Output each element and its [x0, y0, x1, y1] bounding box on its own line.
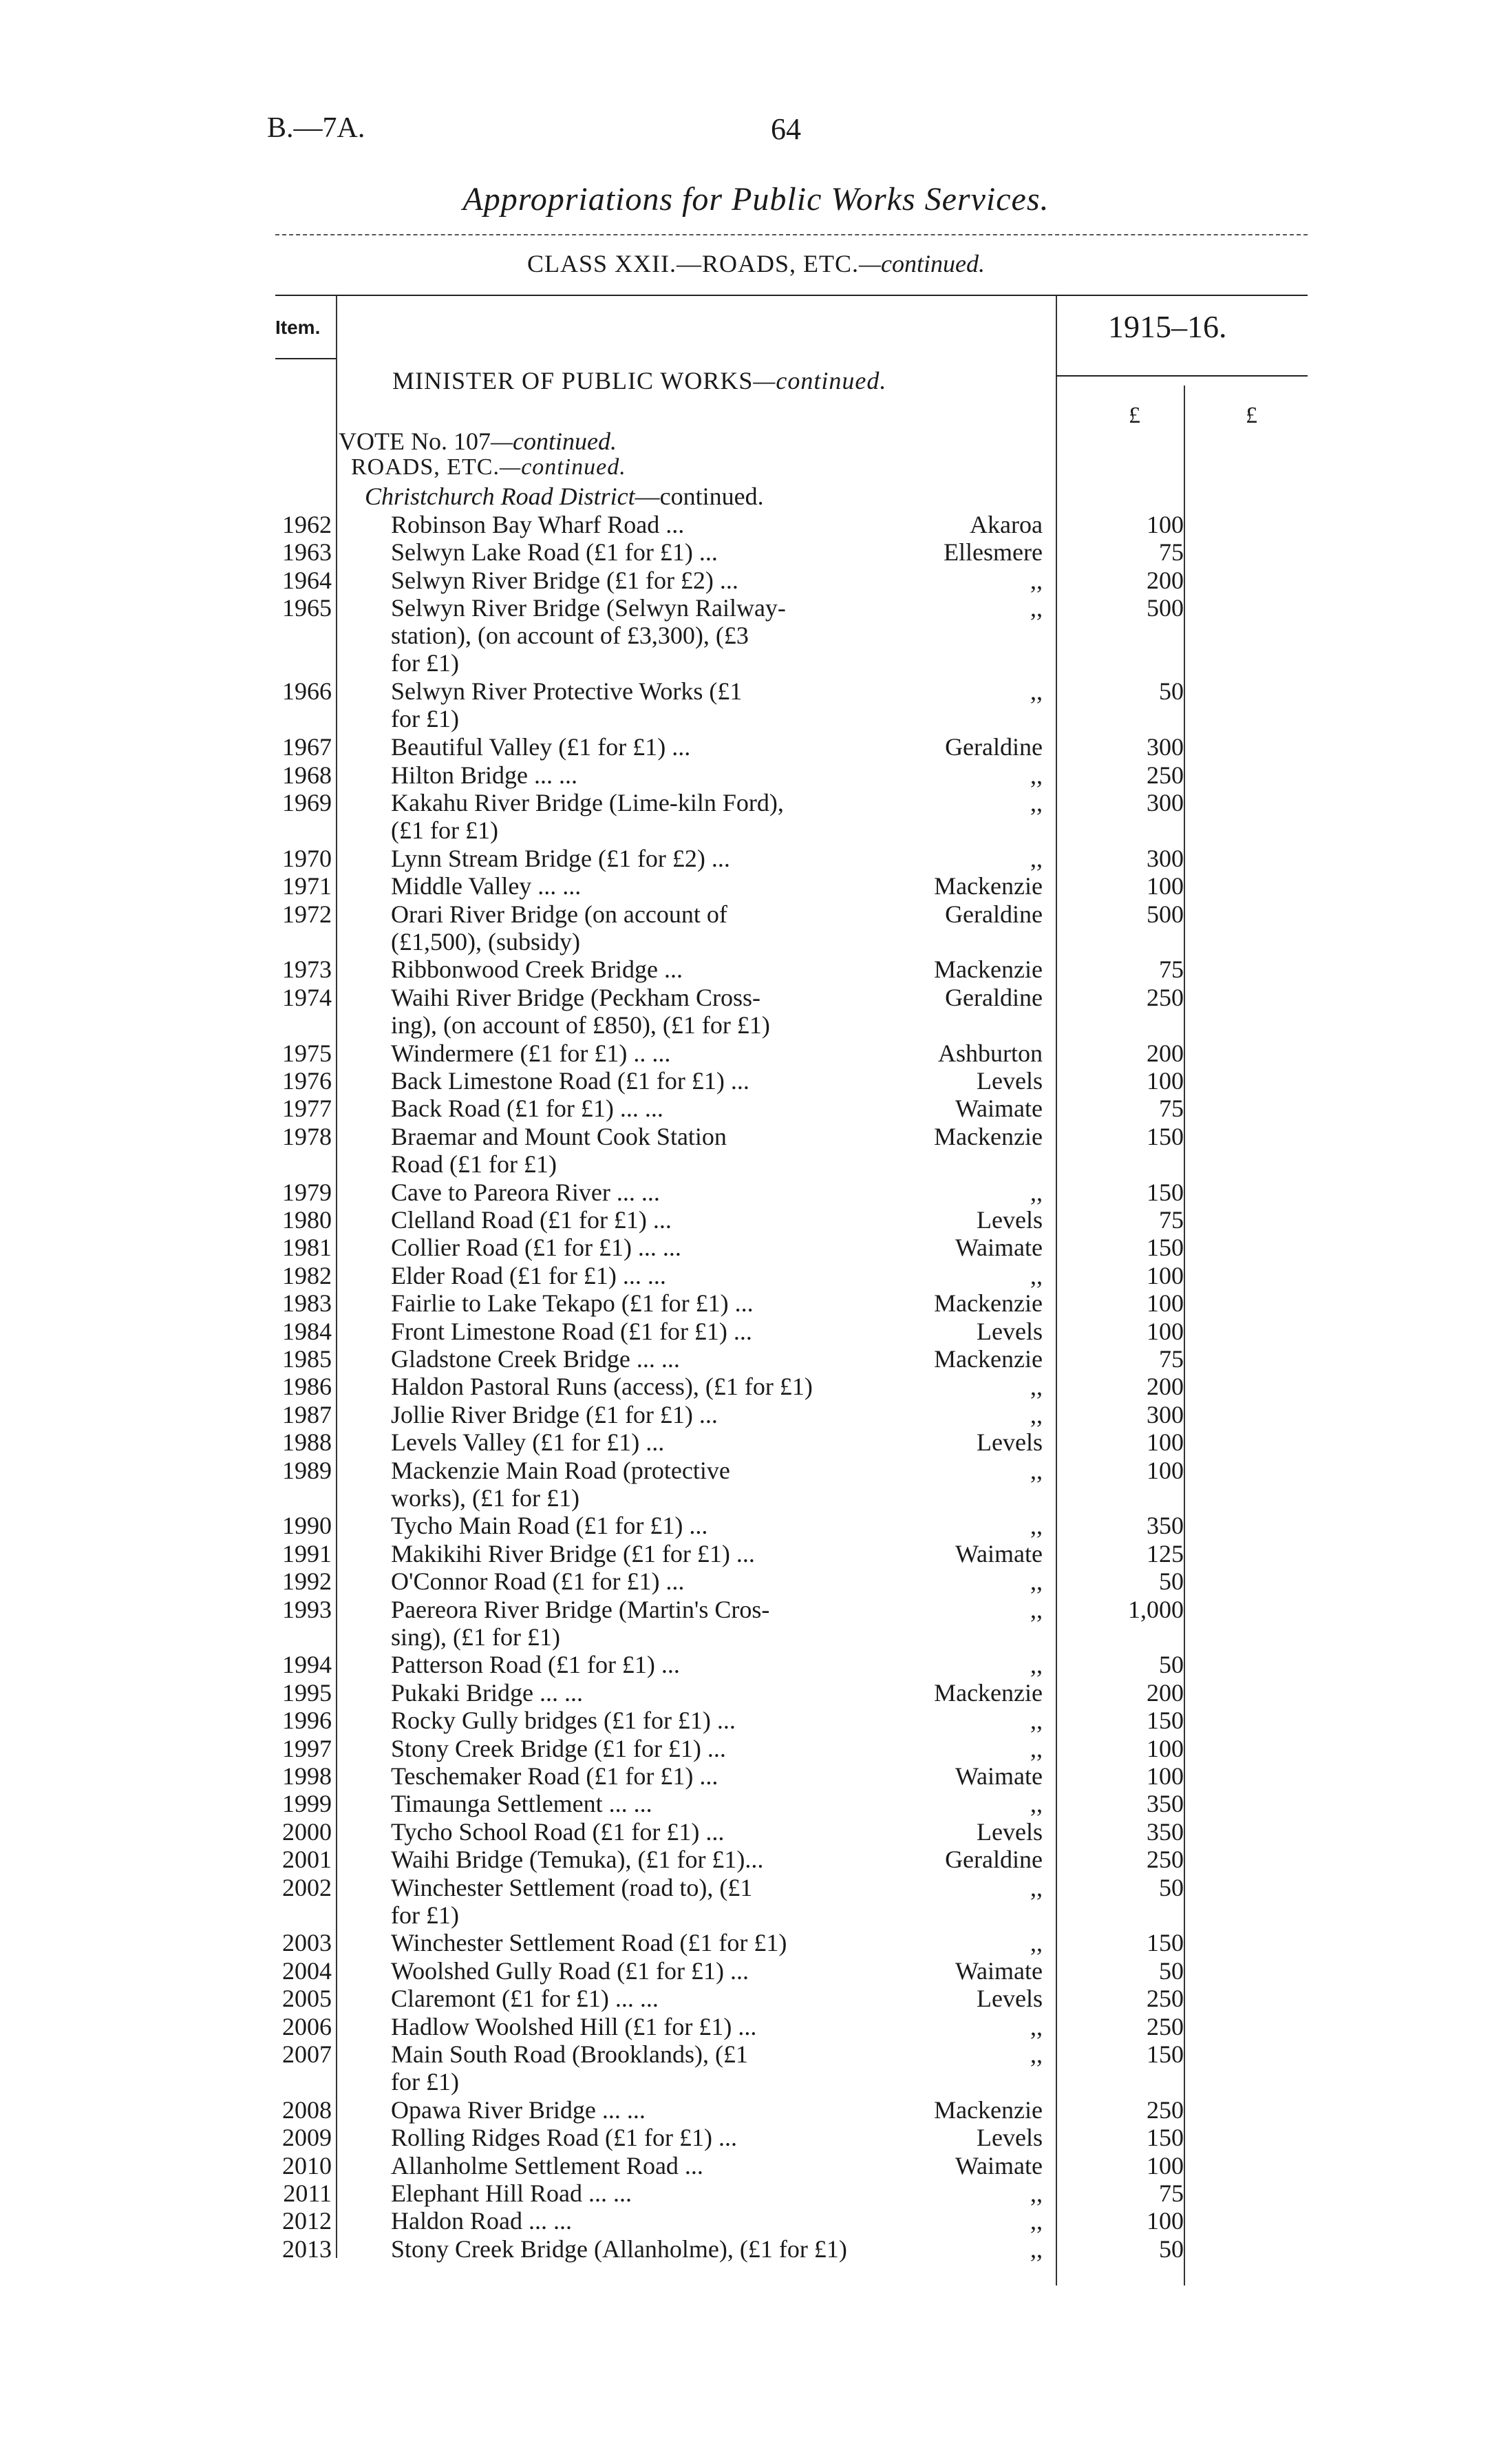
item-number: 1977	[282, 1095, 332, 1123]
item-description: Beautiful Valley (£1 for £1) ...	[391, 733, 691, 761]
item-description: Paereora River Bridge (Martin's Cros- sing), (£1 for £1)	[391, 1595, 770, 1651]
item-description: Stony Creek Bridge (£1 for £1) ...	[391, 1734, 726, 1762]
item-district: ,,	[1030, 1400, 1043, 1428]
item-description: Lynn Stream Bridge (£1 for £2) ...	[391, 844, 730, 872]
item-description: Robinson Bay Wharf Road ...	[391, 511, 685, 538]
item-column-header: Item.	[275, 317, 321, 338]
item-number: 2003	[282, 1929, 332, 1957]
item-amount: 150	[1147, 1122, 1184, 1150]
item-district: Mackenzie	[934, 1678, 1043, 1707]
item-number: 1989	[282, 1456, 332, 1484]
item-amount: 250	[1147, 1985, 1184, 2013]
item-number: 2012	[282, 2207, 332, 2235]
district-text: Christchurch Road District	[365, 483, 635, 510]
item-amount: 150	[1147, 2124, 1184, 2152]
item-description: Orari River Bridge (on account of (£1,500), (subsidy)	[391, 900, 727, 955]
item-district: Waimate	[955, 1234, 1043, 1262]
item-amount: 150	[1147, 2040, 1184, 2068]
item-number: 1978	[282, 1122, 332, 1150]
item-district: ,,	[1030, 1707, 1043, 1735]
page-title: Appropriations for Public Works Services.	[462, 181, 1050, 218]
item-amount: 250	[1147, 761, 1184, 789]
item-amount: 300	[1147, 789, 1184, 816]
item-number: 1969	[282, 789, 332, 816]
pound-column-rule	[1184, 386, 1185, 2285]
item-description: Tycho Main Road (£1 for £1) ...	[391, 1512, 708, 1540]
item-district: Ellesmere	[944, 538, 1043, 567]
item-number: 2001	[282, 1846, 332, 1874]
pound-sign-1: £	[1129, 403, 1140, 428]
item-district: ,,	[1030, 1512, 1043, 1540]
item-description: Elder Road (£1 for £1) ... ...	[391, 1261, 666, 1289]
item-description: Haldon Road ... ...	[391, 2207, 572, 2235]
item-description: Woolshed Gully Road (£1 for £1) ...	[391, 1956, 749, 1985]
item-district: Mackenzie	[934, 1122, 1043, 1150]
item-district: Levels	[977, 1817, 1043, 1846]
item-number: 2007	[282, 2040, 332, 2068]
item-amount: 200	[1147, 1373, 1184, 1401]
district-continued: —continued.	[635, 483, 764, 510]
item-number: 1964	[282, 566, 332, 594]
item-number: 1995	[282, 1678, 332, 1707]
item-district: ,,	[1030, 677, 1043, 706]
item-description: Waihi Bridge (Temuka), (£1 for £1)...	[391, 1846, 764, 1874]
item-district: Mackenzie	[934, 955, 1043, 984]
page-number: 64	[771, 112, 801, 146]
item-number: 1974	[282, 983, 332, 1011]
item-description: Braemar and Mount Cook Station Road (£1 for £1)	[391, 1122, 727, 1178]
item-district: Ashburton	[938, 1039, 1043, 1067]
item-district: ,,	[1030, 789, 1043, 816]
pound-sign-2: £	[1246, 403, 1257, 428]
class-heading-text: CLASS XXII.—ROADS, ETC.	[526, 250, 860, 277]
item-number: 1967	[282, 733, 332, 761]
item-amount: 150	[1147, 1707, 1184, 1735]
item-number: 2009	[282, 2124, 332, 2152]
item-description: Cave to Pareora River ... ...	[391, 1178, 660, 1206]
item-district: ,,	[1030, 1178, 1043, 1206]
item-description: Tycho School Road (£1 for £1) ...	[391, 1817, 725, 1846]
item-description: Elephant Hill Road ... ...	[391, 2179, 632, 2207]
item-district: ,,	[1030, 1595, 1043, 1623]
item-amount: 350	[1147, 1790, 1184, 1818]
item-amount: 100	[1147, 2151, 1184, 2179]
item-description: Windermere (£1 for £1) .. ...	[391, 1039, 671, 1067]
item-description: Pukaki Bridge ... ...	[391, 1678, 583, 1707]
item-description: Hadlow Woolshed Hill (£1 for £1) ...	[391, 2012, 757, 2040]
item-description: Back Road (£1 for £1) ... ...	[391, 1095, 663, 1123]
item-description: Levels Valley (£1 for £1) ...	[391, 1428, 665, 1457]
divider	[275, 234, 1308, 235]
roads-heading	[351, 454, 626, 481]
item-amount: 100	[1147, 1317, 1184, 1345]
item-amount: 250	[1147, 1846, 1184, 1874]
item-amount: 350	[1147, 1817, 1184, 1846]
minister-continued: —continued.	[753, 367, 887, 394]
item-district: Levels	[977, 1317, 1043, 1345]
item-number: 1999	[282, 1790, 332, 1818]
item-number: 1998	[282, 1762, 332, 1790]
item-amount: 100	[1147, 872, 1184, 900]
item-amount: 250	[1147, 983, 1184, 1011]
vote-continued: —continued.	[490, 427, 617, 455]
item-number: 1993	[282, 1595, 332, 1623]
item-amount: 50	[1159, 677, 1184, 706]
class-heading-continued: —continued.	[859, 250, 986, 277]
item-amount: 150	[1147, 1929, 1184, 1957]
vote-heading	[339, 427, 617, 456]
item-header-rule	[275, 358, 336, 359]
item-district: ,,	[1030, 2207, 1043, 2235]
item-number: 1997	[282, 1734, 332, 1762]
item-number: 1984	[282, 1317, 332, 1345]
item-number: 2002	[282, 1873, 332, 1901]
minister-text: MINISTER OF PUBLIC WORKS	[392, 367, 754, 394]
item-district: Mackenzie	[934, 1345, 1043, 1373]
item-number: 2004	[282, 1956, 332, 1985]
item-number: 1981	[282, 1234, 332, 1262]
item-district: Waimate	[955, 1095, 1043, 1123]
item-number: 1965	[282, 594, 332, 622]
item-description: Haldon Pastoral Runs (access), (£1 for £1)	[391, 1373, 813, 1401]
item-description: Selwyn River Protective Works (£1 for £1)	[391, 677, 743, 733]
item-number: 1983	[282, 1289, 332, 1318]
item-description: Opawa River Bridge ... ...	[391, 2095, 646, 2124]
item-district: Geraldine	[945, 900, 1043, 928]
item-description: Jollie River Bridge (£1 for £1) ...	[391, 1400, 718, 1428]
item-district: ,,	[1030, 844, 1043, 872]
item-amount: 75	[1159, 1206, 1184, 1234]
item-description: Selwyn Lake Road (£1 for £1) ...	[391, 538, 718, 567]
item-amount: 100	[1147, 1289, 1184, 1318]
item-description: Fairlie to Lake Tekapo (£1 for £1) ...	[391, 1289, 754, 1318]
item-number: 1979	[282, 1178, 332, 1206]
item-amount: 100	[1147, 1261, 1184, 1289]
item-description: Winchester Settlement Road (£1 for £1)	[391, 1929, 787, 1957]
item-district: ,,	[1030, 2235, 1043, 2263]
item-amount: 300	[1147, 844, 1184, 872]
item-description: Ribbonwood Creek Bridge ...	[391, 955, 683, 984]
item-amount: 1,000	[1128, 1595, 1184, 1623]
item-amount: 50	[1159, 2235, 1184, 2263]
item-description: Main South Road (Brooklands), (£1 for £1)	[391, 2040, 748, 2095]
item-description: Gladstone Creek Bridge ... ...	[391, 1345, 680, 1373]
item-description: Clelland Road (£1 for £1) ...	[391, 1206, 672, 1234]
item-number: 2005	[282, 1985, 332, 2013]
item-amount: 100	[1147, 1762, 1184, 1790]
item-amount: 100	[1147, 1067, 1184, 1095]
item-number: 1976	[282, 1067, 332, 1095]
item-amount: 100	[1147, 2207, 1184, 2235]
item-description: Waihi River Bridge (Peckham Cross- ing), (on account of £850), (£1 for £1)	[391, 983, 770, 1039]
item-district: ,,	[1030, 1873, 1043, 1901]
item-number: 2006	[282, 2012, 332, 2040]
item-description: Mackenzie Main Road (protective works), (£1 for £1)	[391, 1456, 730, 1512]
item-amount: 75	[1159, 538, 1184, 567]
class-heading	[0, 249, 1512, 278]
item-description: Patterson Road (£1 for £1) ...	[391, 1651, 680, 1679]
item-number: 1970	[282, 844, 332, 872]
item-district: ,,	[1030, 1929, 1043, 1957]
item-number: 2008	[282, 2095, 332, 2124]
item-number: 1973	[282, 955, 332, 984]
item-number: 1980	[282, 1206, 332, 1234]
roads-text: ROADS, ETC.	[351, 454, 500, 480]
item-district: Levels	[977, 1985, 1043, 2013]
item-description: O'Connor Road (£1 for £1) ...	[391, 1567, 685, 1596]
item-district: ,,	[1030, 1456, 1043, 1484]
item-amount: 300	[1147, 1400, 1184, 1428]
item-description: Back Limestone Road (£1 for £1) ...	[391, 1067, 749, 1095]
item-description: Kakahu River Bridge (Lime-kiln Ford), (£1 for £1)	[391, 789, 784, 844]
item-amount: 200	[1147, 1678, 1184, 1707]
item-column-rule	[336, 296, 337, 2258]
item-number: 1988	[282, 1428, 332, 1457]
item-number: 2010	[282, 2151, 332, 2179]
item-number: 1996	[282, 1707, 332, 1735]
vote-text: VOTE No. 107	[339, 427, 491, 455]
item-district: Waimate	[955, 2151, 1043, 2179]
item-description: Winchester Settlement (road to), (£1 for £1)	[391, 1873, 753, 1929]
item-district: ,,	[1030, 566, 1043, 594]
item-number: 1985	[282, 1345, 332, 1373]
item-number: 2013	[282, 2235, 332, 2263]
item-amount: 50	[1159, 1651, 1184, 1679]
item-number: 1987	[282, 1400, 332, 1428]
item-district: Mackenzie	[934, 1289, 1043, 1318]
item-description: Claremont (£1 for £1) ... ...	[391, 1985, 659, 2013]
item-description: Allanholme Settlement Road ...	[391, 2151, 703, 2179]
item-amount: 50	[1159, 1567, 1184, 1596]
item-description: Rolling Ridges Road (£1 for £1) ...	[391, 2124, 737, 2152]
item-district: ,,	[1030, 1373, 1043, 1401]
amount-column-rule	[1056, 296, 1057, 2285]
item-district: Levels	[977, 2124, 1043, 2152]
year-header-rule	[1056, 375, 1308, 377]
item-amount: 125	[1147, 1539, 1184, 1567]
item-district: Mackenzie	[934, 872, 1043, 900]
item-number: 1962	[282, 511, 332, 538]
item-amount: 150	[1147, 1234, 1184, 1262]
item-amount: 500	[1147, 900, 1184, 928]
item-district: ,,	[1030, 1261, 1043, 1289]
district-heading	[365, 482, 764, 511]
item-district: ,,	[1030, 761, 1043, 789]
report-code: B.—7A.	[267, 112, 365, 144]
item-district: Levels	[977, 1428, 1043, 1457]
item-number: 2000	[282, 1817, 332, 1846]
item-amount: 100	[1147, 1428, 1184, 1457]
item-description: Front Limestone Road (£1 for £1) ...	[391, 1317, 752, 1345]
item-number: 1990	[282, 1512, 332, 1540]
item-amount: 75	[1159, 1345, 1184, 1373]
item-description: Selwyn River Bridge (£1 for £2) ...	[391, 566, 738, 594]
item-district: ,,	[1030, 2040, 1043, 2068]
item-district: ,,	[1030, 1567, 1043, 1596]
item-number: 1963	[282, 538, 332, 567]
item-amount: 75	[1159, 1095, 1184, 1123]
item-district: Levels	[977, 1067, 1043, 1095]
item-description: Teschemaker Road (£1 for £1) ...	[391, 1762, 718, 1790]
item-district: Levels	[977, 1206, 1043, 1234]
item-amount: 75	[1159, 2179, 1184, 2207]
item-amount: 200	[1147, 566, 1184, 594]
item-number: 1994	[282, 1651, 332, 1679]
item-amount: 50	[1159, 1956, 1184, 1985]
item-amount: 250	[1147, 2095, 1184, 2124]
item-number: 1971	[282, 872, 332, 900]
item-district: Geraldine	[945, 733, 1043, 761]
table-top-rule	[275, 295, 1308, 296]
item-amount: 350	[1147, 1512, 1184, 1540]
item-district: Mackenzie	[934, 2095, 1043, 2124]
item-number: 1972	[282, 900, 332, 928]
item-number: 1975	[282, 1039, 332, 1067]
item-district: ,,	[1030, 594, 1043, 622]
item-description: Selwyn River Bridge (Selwyn Railway- station), (on account of £3,300), (£3 for £1)	[391, 594, 786, 677]
item-amount: 500	[1147, 594, 1184, 622]
item-description: Rocky Gully bridges (£1 for £1) ...	[391, 1707, 736, 1735]
item-amount: 300	[1147, 733, 1184, 761]
item-amount: 75	[1159, 955, 1184, 984]
item-district: Geraldine	[945, 1846, 1043, 1874]
item-district: Geraldine	[945, 983, 1043, 1011]
item-amount: 100	[1147, 511, 1184, 538]
item-amount: 250	[1147, 2012, 1184, 2040]
item-description: Stony Creek Bridge (Allanholme), (£1 for £1)	[391, 2235, 847, 2263]
item-amount: 200	[1147, 1039, 1184, 1067]
item-amount: 100	[1147, 1734, 1184, 1762]
item-district: Akaroa	[970, 511, 1043, 538]
item-number: 1991	[282, 1539, 332, 1567]
item-district: ,,	[1030, 2012, 1043, 2040]
item-description: Makikihi River Bridge (£1 for £1) ...	[391, 1539, 755, 1567]
item-amount: 100	[1147, 1456, 1184, 1484]
item-amount: 150	[1147, 1178, 1184, 1206]
item-district: Waimate	[955, 1539, 1043, 1567]
item-district: ,,	[1030, 1790, 1043, 1818]
item-number: 1968	[282, 761, 332, 789]
item-description: Middle Valley ... ...	[391, 872, 582, 900]
item-description: Collier Road (£1 for £1) ... ...	[391, 1234, 681, 1262]
item-number: 1966	[282, 677, 332, 706]
item-amount: 50	[1159, 1873, 1184, 1901]
roads-continued: —continued.	[499, 454, 626, 480]
item-description: Timaunga Settlement ... ...	[391, 1790, 652, 1818]
item-district: ,,	[1030, 2179, 1043, 2207]
item-district: ,,	[1030, 1651, 1043, 1679]
item-district: Waimate	[955, 1762, 1043, 1790]
item-number: 1986	[282, 1373, 332, 1401]
minister-heading	[392, 366, 886, 395]
item-number: 1982	[282, 1261, 332, 1289]
item-description: Hilton Bridge ... ...	[391, 761, 577, 789]
year-column-header: 1915–16.	[1108, 309, 1227, 344]
item-district: Waimate	[955, 1956, 1043, 1985]
item-number: 2011	[283, 2179, 332, 2207]
item-number: 1992	[282, 1567, 332, 1596]
item-district: ,,	[1030, 1734, 1043, 1762]
